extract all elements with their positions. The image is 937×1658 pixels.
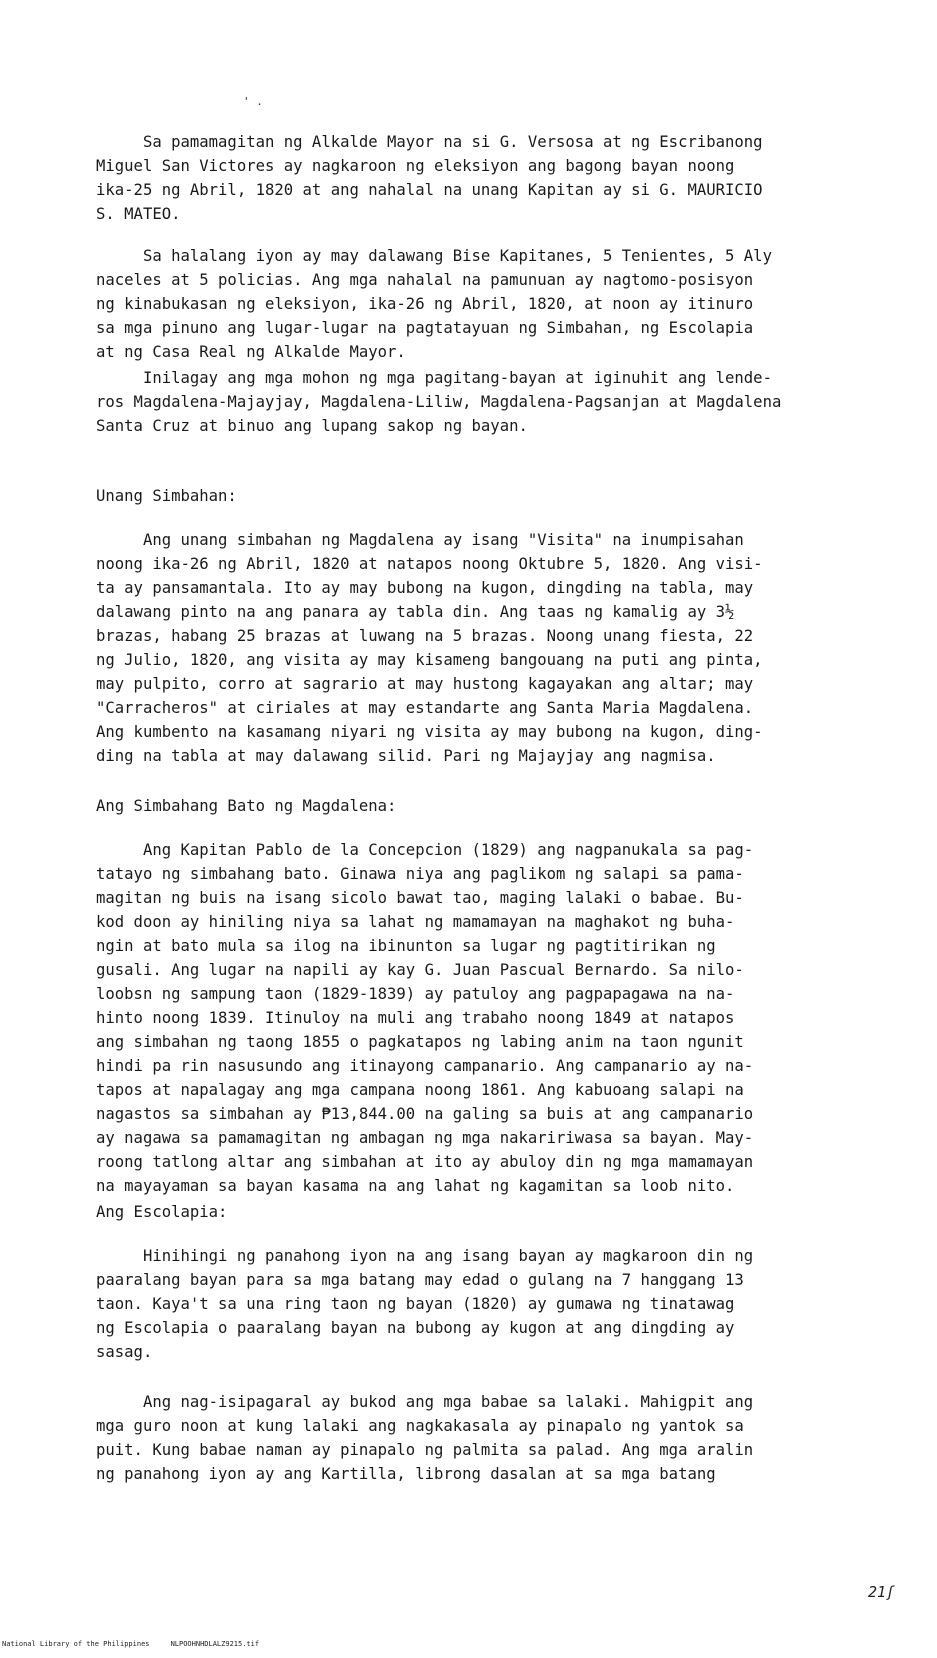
escolapia-paragraph-1: Hinihingi ng panahong iyon na ang isang bayan ay magkaroon din ng paaralang bayan para sa mga batang may edad o gulang na 7 hanggang 13 taon. Kaya't sa una ring taon ng bayan (1820) ay gumawa ng tinatawag ng Escolapia o paaralang bayan na bubong ay kugon at ang dingding ay sasag. — [96, 1247, 754, 1361]
escolapia-paragraph-2: Ang nag-isipagaral ay bukod ang mga babae sa lalaki. Mahigpit ang mga guro noon at kung lalaki ang nagkakasala ay pinapalo ng yantok sa puit. Kung babae naman ay pinapalo ng palmita sa palad. Ang mga aralin ng panahong iyon ay ang Kartilla, librong dasalan at sa mga batang — [96, 1393, 754, 1483]
stray-mark: ' . — [243, 95, 263, 108]
intro-paragraph-1: Sa pamamagitan ng Alkalde Mayor na si G. Versosa at ng Escribanong Miguel San Victores ay nagkaroon ng eleksiyon ang bagong bayan noong ika-25 ng Abril, 1820 at ang nahalal na unang Kapitan ay si G. MAURICIO S. MATEO. — [96, 133, 763, 223]
section-heading-unang-simbahan: Unang Simbahan: — [96, 487, 237, 505]
scan-footer: National Library of the Philippines NLPOOHNHDLALZ9215.tif — [2, 1640, 260, 1648]
simbahang-bato-paragraph: Ang Kapitan Pablo de la Concepcion (1829) ang nagpanukala sa pag- tatayo ng simbahang bato. Ginawa niya ang paglikom ng salapi sa pama- magitan ng buis na isang sicolo bawat tao, maging lalaki o babae. Bu- kod doon ay hiniling niya sa lahat ng mamamayan na maghakot ng buha- ngin at bato mula sa ilog na ibinunton sa lugar ng pagtitirikan ng gusali. Ang lugar na napili ay kay G. Juan Pascual Bernardo. Sa nilo- loobsn ng sampung taon (1829-1839) ay patuloy ang pagpapagawa na na- hinto noong 1839. Itinuloy na muli ang trabaho noong 1849 at natapos ang simbahan ng taong 1855 o pagkatapos ng labing anim na taon ngunit hindi pa rin nasusundo ang itinayong campanario. Ang campanario ay na- tapos at napalagay ang mga campana noong 1861. Ang kabuoang salapi na nagastos sa simbahan ay ₱13,844.00 na galing sa buis at ang campanario ay nagawa sa pamamagitan ng ambagan ng mga nakaririwasa sa bayan. May- roong tatlong altar ang simbahan at ito ay abuloy din ng mga mamamayan na mayayaman sa bayan kasama na ang lahat ng kagamitan sa loob nito. — [96, 841, 754, 1195]
intro-paragraph-3: Inilagay ang mga mohon ng mga pagitang-bayan at iginuhit ang lende- ros Magdalena-Majayjay, Magdalena-Liliw, Magdalena-Pagsanjan at Magdalena Santa Cruz at binuo ang lupang sakop ng bayan. — [96, 369, 782, 435]
page-number: 21ʃ — [868, 1583, 896, 1601]
section-heading-escolapia: Ang Escolapia: — [96, 1203, 228, 1221]
intro-paragraph-2: Sa halalang iyon ay may dalawang Bise Kapitanes, 5 Tenientes, 5 Aly naceles at 5 policias. Ang mga nahalal na pamunuan ay nagtomo-posisyon ng kinabukasan ng eleksiyon, ika-26 ng Abril, 1820, at noon ay itinuro sa mga pinuno ang lugar-lugar na pagtatayuan ng Simbahan, ng Escolapia at ng Casa Real ng Alkalde Mayor. — [96, 247, 772, 361]
unang-simbahan-paragraph: Ang unang simbahan ng Magdalena ay isang "Visita" na inumpisahan noong ika-26 ng Abril, 1820 at natapos noong Oktubre 5, 1820. Ang visi- ta ay pansamantala. Ito ay may bubong na kugon, dingding na tabla, may dalawang pinto na ang panara ay tabla din. Ang taas ng kamalig ay 3½ brazas, habang 25 brazas at luwang na 5 brazas. Noong unang fiesta, 22 ng Julio, 1820, ang visita ay may kisameng bangouang na puti ang pinta, may pulpito, corro at sagrario at may hustong kagayakan ang altar; may "Carracheros" at ciriales at may estandarte ang Santa Maria Magdalena. Ang kumbento na kasamang niyari ng visita ay may bubong na kugon, ding- ding na tabla at may dalawang silid. Pari ng Majayjay ang nagmisa. — [96, 531, 763, 765]
section-heading-simbahang-bato: Ang Simbahang Bato ng Magdalena: — [96, 797, 397, 815]
